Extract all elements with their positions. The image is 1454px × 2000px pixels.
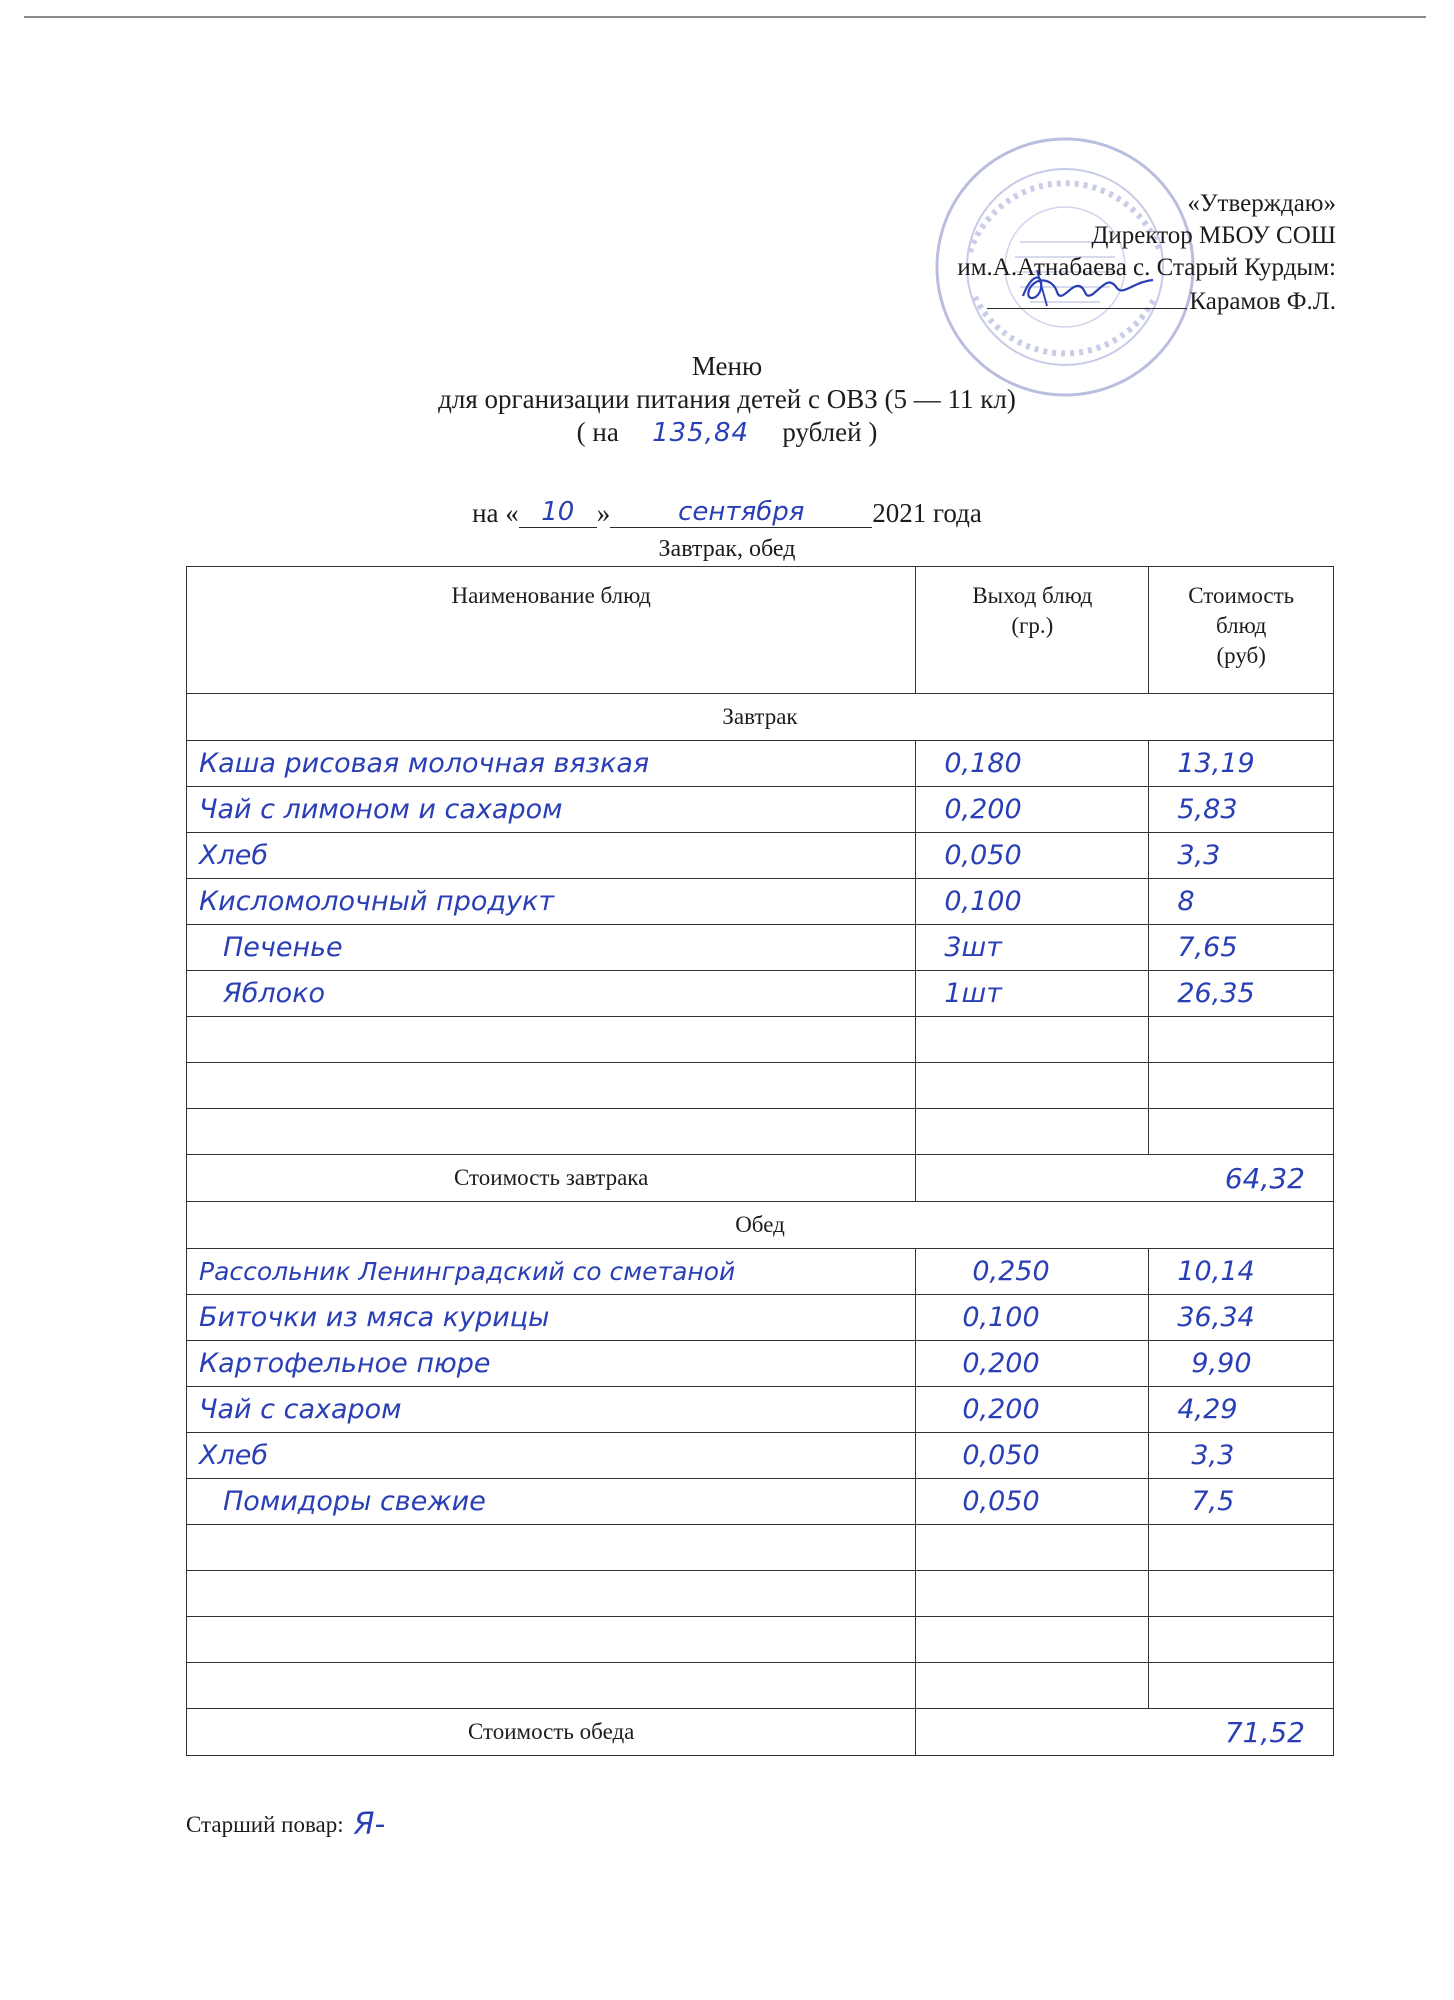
table-row: [187, 1387, 1334, 1433]
header-yield: Выход блюд (гр.): [916, 567, 1149, 694]
header-dish-name: Наименование блюд: [187, 567, 916, 694]
dish-cost: 5,83: [1177, 794, 1238, 825]
date-month: сентября: [678, 497, 805, 527]
director-signature-icon: [1013, 266, 1163, 310]
menu-heading: Меню: [691, 351, 763, 381]
director-name: Карамов Ф.Л.: [1189, 288, 1336, 315]
dish-cost: 7,5: [1191, 1486, 1235, 1517]
dish-name: Хлеб: [199, 840, 269, 871]
empty-row: [187, 1109, 1334, 1155]
dish-name: Хлеб: [199, 1440, 269, 1471]
cook-signature: Я-: [353, 1807, 386, 1842]
header-cost: Стоимость блюд (руб): [1149, 567, 1334, 694]
dish-name: Чай с сахаром: [199, 1394, 402, 1425]
empty-row: [187, 1663, 1334, 1709]
dish-yield: 0,200: [962, 1394, 1040, 1425]
dish-yield: 0,100: [962, 1302, 1040, 1333]
meal-subtitle: Завтрак, обед: [658, 536, 796, 562]
menu-table: [186, 566, 1334, 1756]
table-header-row: [187, 567, 1334, 694]
dish-cost: 4,29: [1177, 1394, 1238, 1425]
dish-cost: 3,3: [1177, 840, 1221, 871]
lunch-label: Обед: [187, 1202, 1334, 1249]
table-row: [187, 1295, 1334, 1341]
table-row: [187, 879, 1334, 925]
date-mid: »: [596, 498, 611, 528]
breakfast-section-row: [187, 694, 1334, 741]
price-suffix: рублей ): [782, 417, 878, 447]
approval-position: Директор МБОУ СОШ: [1091, 222, 1336, 249]
dish-yield: 0,100: [944, 886, 1022, 917]
date-prefix: на «: [472, 498, 519, 528]
breakfast-total-row: [187, 1155, 1334, 1202]
dish-cost: 26,35: [1177, 978, 1255, 1009]
breakfast-total-value: 64,32: [1224, 1161, 1305, 1195]
table-row: [187, 1341, 1334, 1387]
dish-yield: 1шт: [944, 978, 1002, 1009]
dish-yield: 0,250: [972, 1256, 1050, 1287]
empty-row: [187, 1525, 1334, 1571]
table-row: [187, 971, 1334, 1017]
dish-name: Чай с лимоном и сахаром: [199, 794, 563, 825]
lunch-total-row: [187, 1709, 1334, 1756]
date-suffix: 2021 года: [872, 498, 982, 528]
dish-cost: 7,65: [1177, 932, 1238, 963]
dish-name: Рассольник Ленинградский со сметаной: [199, 1257, 736, 1286]
dish-cost: 9,90: [1191, 1348, 1252, 1379]
director-signature-line: [987, 284, 1187, 309]
breakfast-total-label: Стоимость завтрака: [187, 1155, 916, 1202]
menu-subheading: для организации питания детей с ОВЗ (5 — 11 кл): [438, 384, 1016, 414]
top-rule: [24, 16, 1426, 18]
dish-yield: 0,200: [944, 794, 1022, 825]
dish-name: Биточки из мяса курицы: [199, 1302, 550, 1333]
dish-yield: 0,050: [962, 1440, 1040, 1471]
price-value: 135,84: [652, 418, 750, 448]
dish-yield: 3шт: [944, 932, 1002, 963]
dish-cost: 13,19: [1177, 748, 1255, 779]
dish-cost: 10,14: [1177, 1256, 1255, 1287]
menu-date: [0, 498, 1454, 530]
dish-name: Кисломолочный продукт: [199, 886, 555, 917]
dish-name: Каша рисовая молочная вязкая: [199, 748, 650, 779]
dish-yield: 0,050: [944, 840, 1022, 871]
empty-row: [187, 1063, 1334, 1109]
empty-row: [187, 1571, 1334, 1617]
table-row: [187, 1249, 1334, 1295]
lunch-total-label: Стоимость обеда: [187, 1709, 916, 1756]
lunch-section-row: [187, 1202, 1334, 1249]
date-day: 10: [541, 497, 575, 527]
dish-cost: 36,34: [1177, 1302, 1255, 1333]
table-row: [187, 833, 1334, 879]
dish-name: Печенье: [223, 932, 343, 963]
dish-name: Помидоры свежие: [223, 1486, 486, 1517]
table-row: [187, 925, 1334, 971]
lunch-total-value: 71,52: [1224, 1715, 1305, 1749]
approval-title: «Утверждаю»: [1187, 190, 1336, 217]
breakfast-label: Завтрак: [187, 694, 1334, 741]
dish-name: Яблоко: [223, 978, 326, 1009]
table-row: [187, 741, 1334, 787]
approval-block: [957, 188, 1336, 318]
empty-row: [187, 1017, 1334, 1063]
dish-name: Картофельное пюре: [199, 1348, 491, 1379]
price-prefix: ( на: [576, 417, 619, 447]
menu-title-block: [0, 350, 1454, 450]
cook-signature-block: [186, 1805, 385, 1840]
table-row: [187, 787, 1334, 833]
table-row: [187, 1479, 1334, 1525]
dish-cost: 3,3: [1191, 1440, 1235, 1471]
approval-school: им.А.Атнабаева с. Старый Курдым:: [957, 254, 1336, 281]
dish-yield: 0,050: [962, 1486, 1040, 1517]
empty-row: [187, 1617, 1334, 1663]
dish-yield: 0,200: [962, 1348, 1040, 1379]
dish-yield: 0,180: [944, 748, 1022, 779]
table-row: [187, 1433, 1334, 1479]
dish-cost: 8: [1177, 886, 1195, 917]
cook-label: Старший повар:: [186, 1812, 344, 1837]
